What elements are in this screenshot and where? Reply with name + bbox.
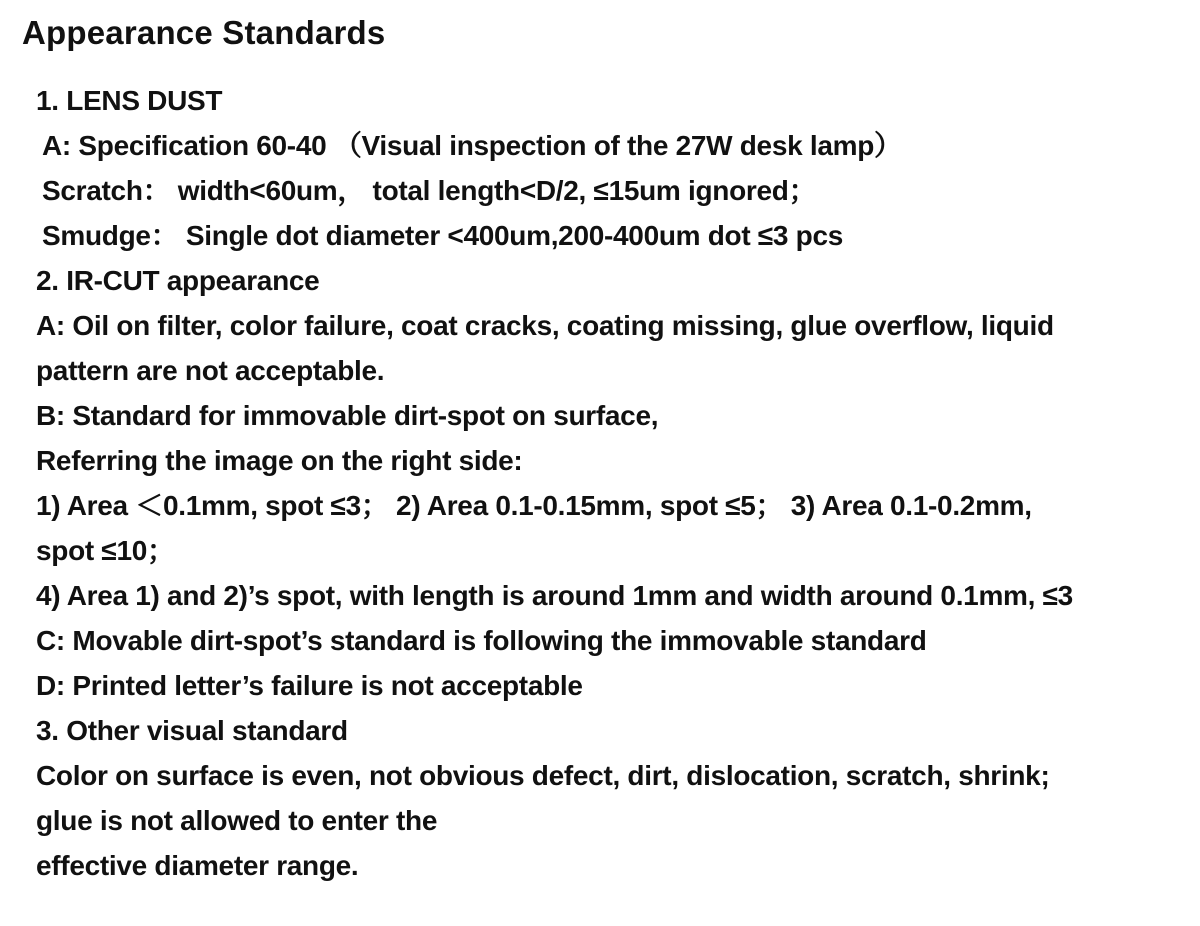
section-heading-lens-dust: 1. LENS DUST [36, 85, 223, 116]
lens-dust-scratch: Scratch： width<60um， total length<D/2, ≤15um ignored； [42, 175, 817, 206]
ir-cut-area-criteria: 1) Area ＜0.1mm, spot ≤3； 2) Area 0.1-0.15mm, spot ≤5； 3) Area 0.1-0.2mm, [36, 490, 1032, 521]
lens-dust-specification: A: Specification 60-40 （Visual inspection of the 27W desk lamp） [42, 130, 902, 161]
document-body [36, 78, 1186, 888]
other-visual-line-3: effective diameter range. [36, 850, 359, 881]
section-heading-ir-cut: 2. IR-CUT appearance [36, 265, 320, 296]
other-visual-line-2: glue is not allowed to enter the [36, 805, 438, 836]
ir-cut-item-b: B: Standard for immovable dirt-spot on surface, [36, 400, 659, 431]
ir-cut-item-a-continued: pattern are not acceptable. [36, 355, 385, 386]
other-visual-line-1: Color on surface is even, not obvious defect, dirt, dislocation, scratch, shrink; [36, 760, 1050, 791]
ir-cut-item-a: A: Oil on filter, color failure, coat cracks, coating missing, glue overflow, liquid [36, 310, 1054, 341]
page-title: Appearance Standards [22, 14, 386, 51]
ir-cut-item-d: D: Printed letter’s failure is not acceptable [36, 670, 583, 701]
ir-cut-item-b-reference: Referring the image on the right side: [36, 445, 523, 476]
ir-cut-item-c: C: Movable dirt-spot’s standard is following the immovable standard [36, 625, 927, 656]
ir-cut-area-criteria-4: 4) Area 1) and 2)’s spot, with length is around 1mm and width around 0.1mm, ≤3 [36, 580, 1073, 611]
section-heading-other-visual: 3. Other visual standard [36, 715, 348, 746]
ir-cut-area-criteria-continued: spot ≤10； [36, 535, 175, 566]
lens-dust-smudge: Smudge： Single dot diameter <400um,200-400um dot ≤3 pcs [42, 220, 843, 251]
